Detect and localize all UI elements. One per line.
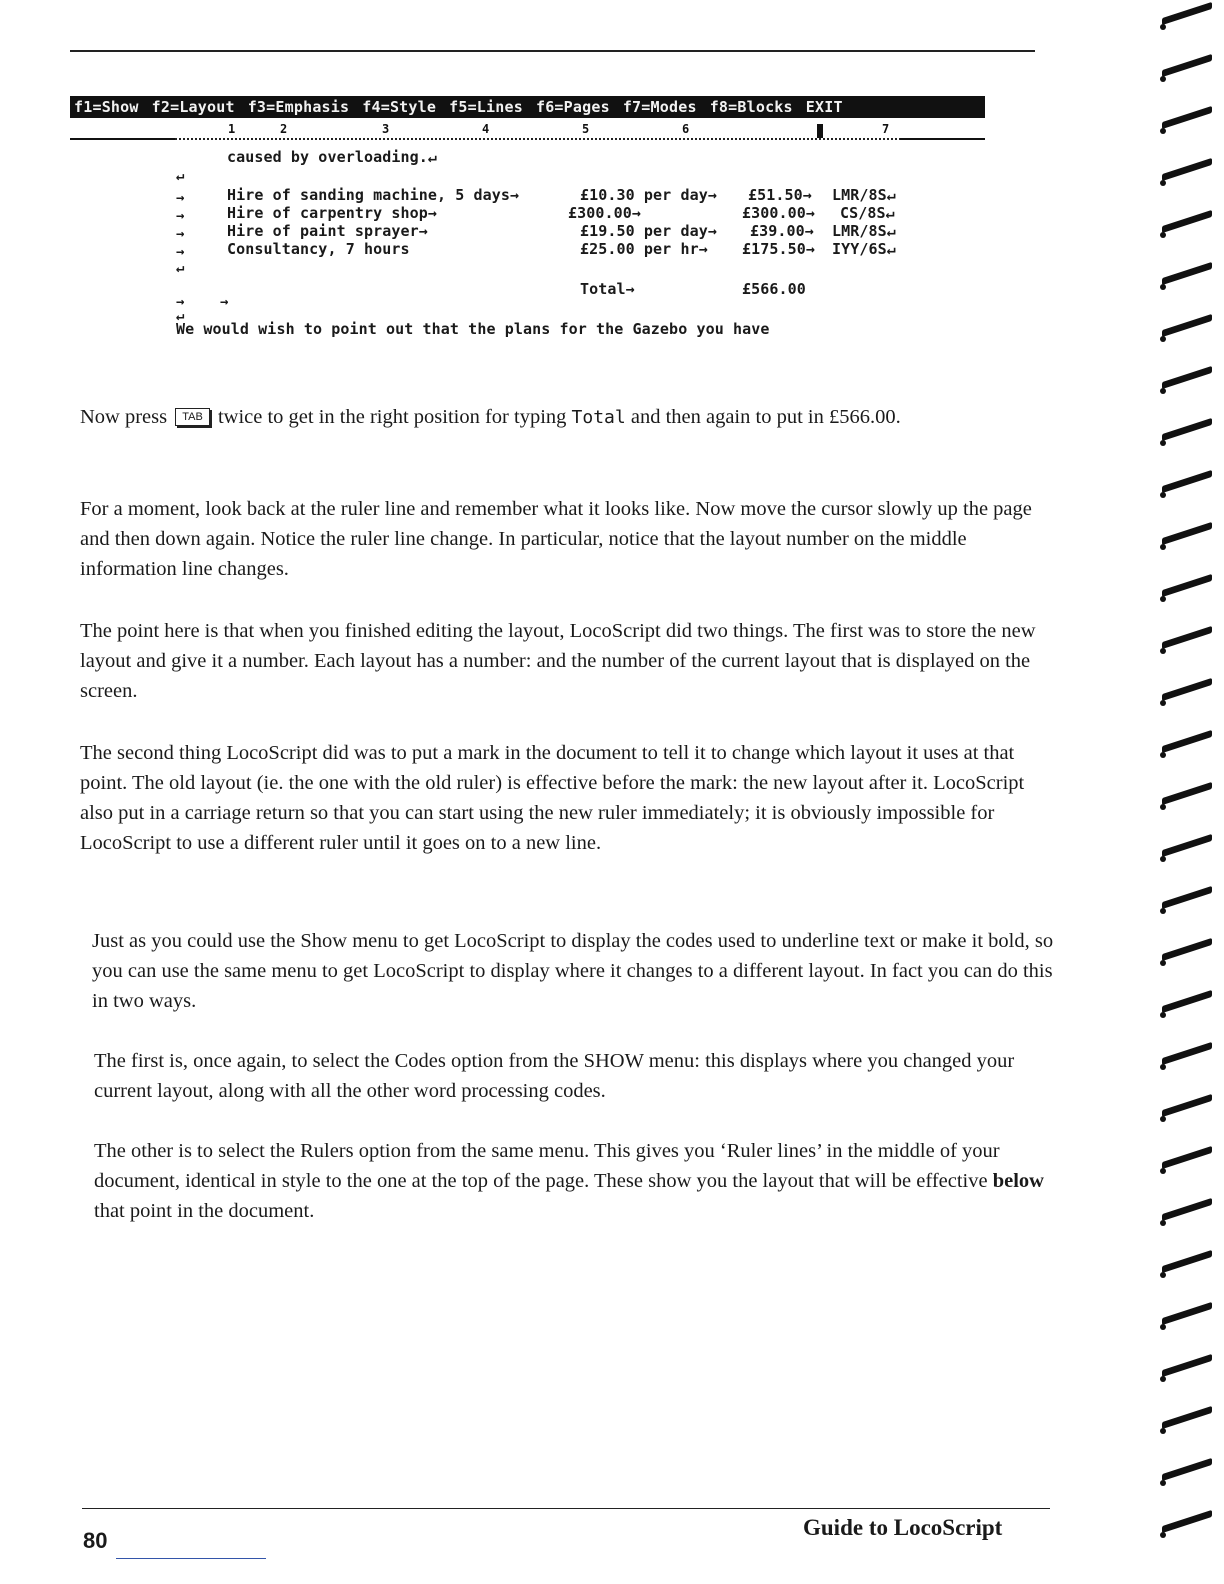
- binding-hole-icon: [1162, 678, 1212, 701]
- binding-dot-icon: [1160, 1064, 1166, 1070]
- invoice-row-desc: Hire of paint sprayer→: [227, 222, 428, 240]
- binding-hole-icon: [1162, 2, 1212, 25]
- binding-dot-icon: [1160, 1324, 1166, 1330]
- ruler-number: 6: [682, 122, 690, 136]
- binding-hole-icon: [1162, 938, 1212, 961]
- binding-dot-icon: [1160, 128, 1166, 134]
- menu-emphasis[interactable]: f3=Emphasis: [247, 98, 350, 116]
- invoice-row-ref: CS/8S↵: [840, 204, 895, 222]
- binding-hole-icon: [1162, 626, 1212, 649]
- binding-dot-icon: [1160, 700, 1166, 706]
- binding-dot-icon: [1160, 284, 1166, 290]
- emphasis-text: below: [992, 1170, 1044, 1192]
- invoice-total-label: Total→: [580, 280, 635, 298]
- binding-dot-icon: [1160, 336, 1166, 342]
- binding-dot-icon: [1160, 908, 1166, 914]
- binding-hole-icon: [1162, 1042, 1212, 1065]
- tab-marker: →: [176, 294, 185, 310]
- invoice-row-amount: £51.50→: [748, 186, 812, 204]
- screen-text-line: We would wish to point out that the plans for the Gazebo you have: [176, 320, 770, 338]
- binding-dot-icon: [1160, 752, 1166, 758]
- binding-hole-icon: [1162, 54, 1212, 77]
- tab-marker: →: [176, 208, 185, 224]
- menu-style[interactable]: f4=Style: [362, 98, 437, 116]
- binding-hole-icon: [1162, 470, 1212, 493]
- page-number-underline: [116, 1558, 266, 1559]
- binding-hole-icon: [1162, 1250, 1212, 1273]
- binding-hole-icon: [1162, 262, 1212, 285]
- invoice-row-ref: IYY/6S↵: [832, 240, 896, 258]
- binding-hole-icon: [1162, 1510, 1212, 1533]
- binding-hole-icon: [1162, 1406, 1212, 1429]
- binding-dot-icon: [1160, 648, 1166, 654]
- tab-marker: →: [220, 294, 229, 310]
- invoice-row-ref: LMR/8S↵: [832, 222, 896, 240]
- binding-dot-icon: [1160, 1428, 1166, 1434]
- invoice-row-amount: £175.50→: [742, 240, 816, 258]
- inline-code: Total: [571, 407, 626, 428]
- paragraph: [94, 1136, 1064, 1226]
- binding-hole-icon: [1162, 1458, 1212, 1481]
- binding-dot-icon: [1160, 440, 1166, 446]
- binding-hole-icon: [1162, 1094, 1212, 1117]
- invoice-row-ref: LMR/8S↵: [832, 186, 896, 204]
- ruler-number: 4: [482, 122, 490, 136]
- invoice-row-amount: £39.00→: [750, 222, 814, 240]
- binding-hole-icon: [1162, 1198, 1212, 1221]
- tab-key-icon: TAB: [175, 408, 210, 426]
- menu-blocks[interactable]: f8=Blocks: [709, 98, 793, 116]
- binding-hole-icon: [1162, 1354, 1212, 1377]
- paragraph-text: Now press: [80, 406, 168, 428]
- paragraph-text: Just as you could use the Show menu to get LocoScript to display the codes used to underline text or make it bold, so you can use the same menu to get LocoScript to display where it changes to a different layout. In fact you can do this in two ways.: [92, 930, 1054, 1012]
- ruler-line: [70, 120, 985, 142]
- binding-dot-icon: [1160, 960, 1166, 966]
- top-rule: [70, 50, 1035, 52]
- binding-dot-icon: [1160, 1376, 1166, 1382]
- binding-dot-icon: [1160, 544, 1166, 550]
- binding-hole-icon: [1162, 1302, 1212, 1325]
- invoice-row-rate: £300.00→: [568, 204, 642, 222]
- ruler-number: 5: [582, 122, 590, 136]
- ruler-number: 1: [228, 122, 236, 136]
- paragraph-text: The point here is that when you finished editing the layout, LocoScript did two things. The first was to store the new layout and give it a number. Each layout has a number: and the number of the current layout that is displayed on the screen.: [80, 620, 1036, 702]
- spiral-binding: [1150, 0, 1224, 1584]
- binding-dot-icon: [1160, 1012, 1166, 1018]
- ruler-number: 2: [280, 122, 288, 136]
- paragraph-text: For a moment, look back at the ruler line and remember what it looks like. Now move the cursor slowly up the page and then down again. Notice the ruler line change. In particular, notice that the layout number on the middle information line changes.: [80, 498, 1032, 580]
- binding-dot-icon: [1160, 1116, 1166, 1122]
- binding-dot-icon: [1160, 24, 1166, 30]
- binding-dot-icon: [1160, 1272, 1166, 1278]
- ruler-right-margin: [900, 138, 985, 140]
- paragraph-text: The other is to select the Rulers option from the same menu. This gives you ‘Ruler lines’ in the middle of your document, identical in style to the one at the top of the page. These show you the layout that will be effective: [94, 1140, 1000, 1192]
- paragraph: [80, 616, 1060, 706]
- menu-layout[interactable]: f2=Layout: [151, 98, 235, 116]
- binding-dot-icon: [1160, 232, 1166, 238]
- paragraph: [80, 738, 1060, 858]
- footer-rule: [82, 1508, 1050, 1509]
- paragraph-text: and then again to put in £566.00.: [630, 406, 901, 428]
- invoice-row-rate: £25.00 per hr→: [580, 240, 708, 258]
- binding-hole-icon: [1162, 106, 1212, 129]
- return-marker: ↵: [176, 168, 185, 184]
- text-cursor: [817, 124, 823, 138]
- menu-modes[interactable]: f7=Modes: [622, 98, 697, 116]
- binding-dot-icon: [1160, 388, 1166, 394]
- binding-hole-icon: [1162, 314, 1212, 337]
- tab-marker: →: [176, 190, 185, 206]
- binding-dot-icon: [1160, 856, 1166, 862]
- return-marker: ↵: [176, 260, 185, 276]
- invoice-total-value: £566.00: [742, 280, 806, 298]
- invoice-row-desc: Consultancy, 7 hours: [227, 240, 410, 258]
- menu-lines[interactable]: f5=Lines: [449, 98, 523, 116]
- binding-dot-icon: [1160, 1532, 1166, 1538]
- paragraph: [92, 926, 1072, 1016]
- paragraph-text: The first is, once again, to select the Codes option from the SHOW menu: this displays where you changed your current layout, along with all the other word processing codes.: [94, 1050, 1015, 1102]
- binding-hole-icon: [1162, 158, 1212, 181]
- binding-hole-icon: [1162, 210, 1212, 233]
- binding-hole-icon: [1162, 886, 1212, 909]
- binding-hole-icon: [1162, 574, 1212, 597]
- paragraph-text: that point in the document.: [94, 1200, 315, 1222]
- menu-bar: [70, 96, 985, 118]
- binding-dot-icon: [1160, 1220, 1166, 1226]
- invoice-row-desc: Hire of sanding machine, 5 days→: [227, 186, 520, 204]
- tab-marker: →: [176, 244, 185, 260]
- invoice-row-desc: Hire of carpentry shop→: [227, 204, 438, 222]
- paragraph: [94, 1046, 1064, 1106]
- binding-hole-icon: [1162, 990, 1212, 1013]
- binding-dot-icon: [1160, 492, 1166, 498]
- binding-dot-icon: [1160, 804, 1166, 810]
- invoice-row-amount: £300.00→: [742, 204, 816, 222]
- binding-dot-icon: [1160, 180, 1166, 186]
- menu-pages[interactable]: f6=Pages: [535, 98, 610, 116]
- binding-hole-icon: [1162, 1146, 1212, 1169]
- binding-hole-icon: [1162, 366, 1212, 389]
- binding-hole-icon: [1162, 522, 1212, 545]
- paragraph-text: The second thing LocoScript did was to put a mark in the document to tell it to change which layout it uses at that point. The old layout (ie. the one with the old ruler) is effective before the mark: the new layout after it. LocoScript also put in a carriage return so that you can start using the new ruler immediately; it is obviously impossible for LocoScript to use a different ruler until it goes on to a new line.: [80, 742, 1025, 854]
- paragraph: [80, 402, 1060, 433]
- binding-hole-icon: [1162, 418, 1212, 441]
- binding-dot-icon: [1160, 596, 1166, 602]
- ruler-number: 3: [382, 122, 390, 136]
- binding-hole-icon: [1162, 730, 1212, 753]
- return-marker: ↵: [176, 308, 185, 324]
- ruler-dots: [70, 138, 985, 140]
- paragraph-text: twice to get in the right position for typing: [217, 406, 567, 428]
- tab-marker: →: [176, 226, 185, 242]
- invoice-row-rate: £10.30 per day→: [580, 186, 717, 204]
- binding-hole-icon: [1162, 834, 1212, 857]
- paragraph: [80, 494, 1060, 584]
- invoice-row-rate: £19.50 per day→: [580, 222, 717, 240]
- screen-capture: [70, 96, 985, 356]
- screen-text-line: caused by overloading.↵: [227, 148, 438, 166]
- menu-show[interactable]: f1=Show: [74, 98, 139, 116]
- ruler-number: 7: [882, 122, 890, 136]
- footer-title: Guide to LocoScript: [803, 1515, 1003, 1540]
- page-number: 80: [83, 1528, 108, 1553]
- binding-dot-icon: [1160, 1480, 1166, 1486]
- menu-exit[interactable]: EXIT: [805, 98, 843, 116]
- binding-dot-icon: [1160, 76, 1166, 82]
- binding-dot-icon: [1160, 1168, 1166, 1174]
- ruler-left-margin: [70, 138, 175, 140]
- binding-hole-icon: [1162, 782, 1212, 805]
